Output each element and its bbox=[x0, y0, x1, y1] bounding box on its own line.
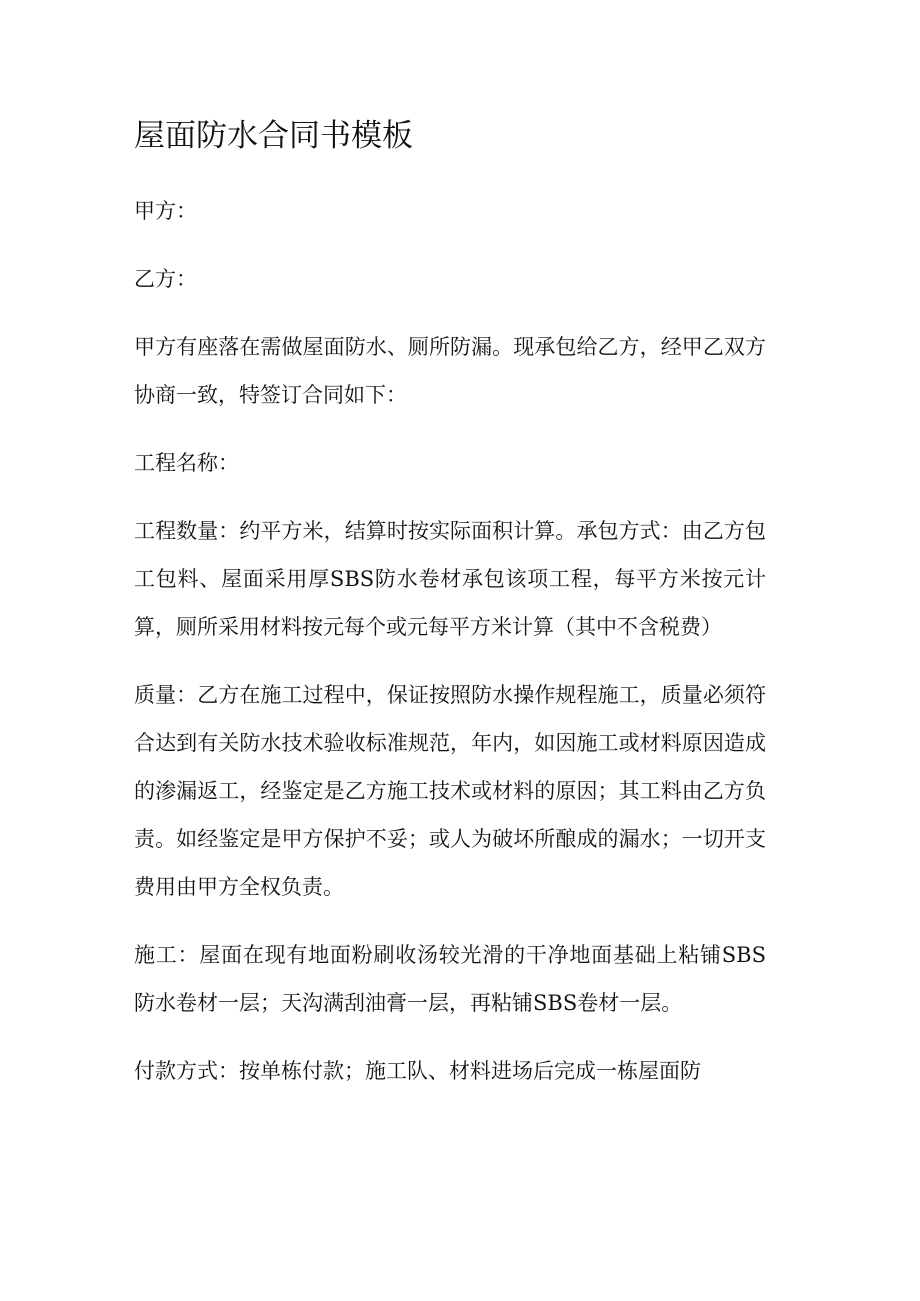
intro-paragraph: 甲方有座落在需做屋面防水、厕所防漏。现承包给乙方，经甲乙双方协商一致，特签订合同如下： bbox=[134, 335, 766, 407]
document-body bbox=[134, 112, 766, 1115]
construction-paragraph: 施工：屋面在现有地面粉刷收汤较光滑的干净地面基础上粘铺SBS防水卷材一层；天沟满刮油膏一层，再粘铺SBS卷材一层。 bbox=[134, 943, 766, 1015]
party-a-line: 甲方： bbox=[134, 199, 197, 223]
quality-paragraph: 质量：乙方在施工过程中，保证按照防水操作规程施工，质量必须符合达到有关防水技术验收标准规范，年内，如因施工或材料原因造成的渗漏返工，经鉴定是乙方施工技术或材料的原因；其工料由乙方负责。如经鉴定是甲方保护不妥；或人为破坏所酿成的漏水；一切开支费用由甲方全权负责。 bbox=[134, 683, 766, 899]
project-name-paragraph: 工程名称： bbox=[134, 451, 239, 475]
document-title: 屋面防水合同书模板 bbox=[134, 118, 413, 154]
party-b-line: 乙方： bbox=[134, 267, 197, 291]
payment-paragraph: 付款方式：按单栋付款；施工队、材料进场后完成一栋屋面防 bbox=[134, 1059, 701, 1083]
quantity-paragraph: 工程数量：约平方米，结算时按实际面积计算。承包方式：由乙方包工包料、屋面采用厚SBS防水卷材承包该项工程，每平方米按元计算，厕所采用材料按元每个或元每平方米计算（其中不含税费） bbox=[134, 519, 766, 639]
